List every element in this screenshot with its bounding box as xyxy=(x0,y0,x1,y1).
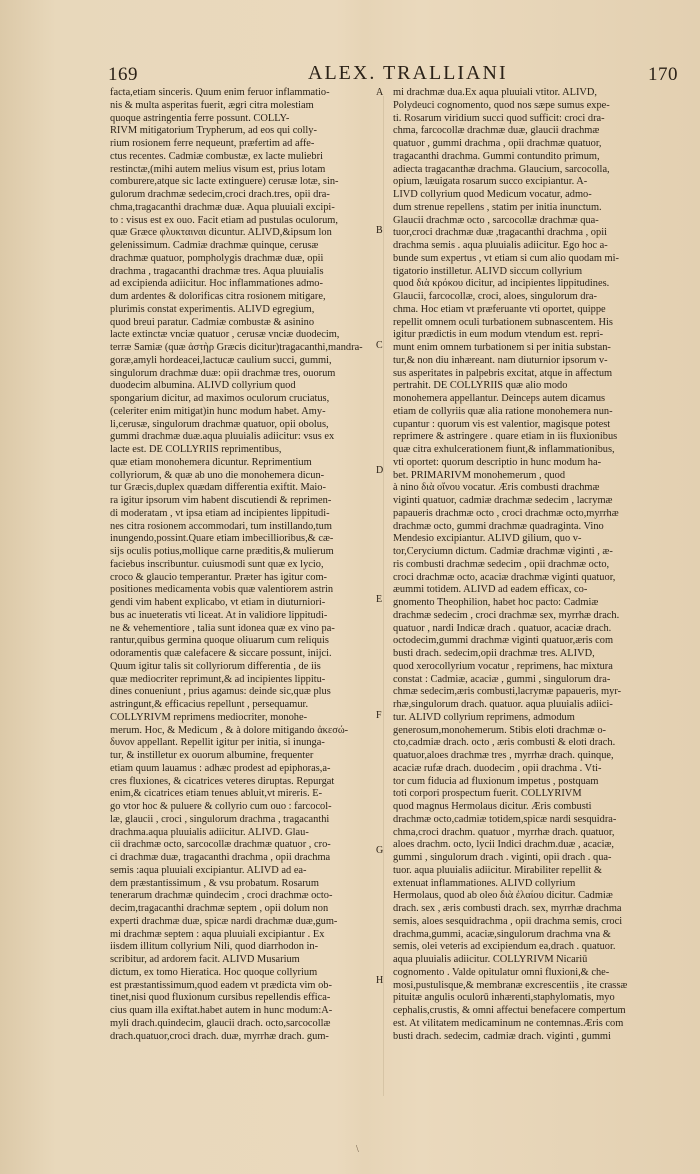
text-line: δυνον appellant. Repellit igitur per initia, si inunga- xyxy=(110,737,325,749)
text-line: duodecim albumina. ALIVD collyrium quod xyxy=(110,380,296,392)
text-line: dum strenue repellens , statim per initia inunctum. xyxy=(393,201,602,213)
text-line: restinctæ,(mihi autem melius visum est, prius lotam xyxy=(110,163,326,175)
text-line: dum ardentes & dolorificas citra rosionem mitigare, xyxy=(110,291,326,302)
text-line: quatuor , nardi Indicæ drach . quatuor, acaciæ drach. xyxy=(393,622,612,634)
text-line: astringunt,& efficacius repellunt , persequamur. xyxy=(110,699,309,710)
margin-marker: H xyxy=(376,975,384,986)
text-line: adiecta tragacanthæ drachma. Glaucium, sarcocolla, xyxy=(393,163,610,175)
text-line: di moderatam , vt ipsa etiam ad incipientes lippitudi- xyxy=(110,507,330,519)
column-gutter xyxy=(383,96,384,1096)
text-line: quod breui paratur. Cadmiæ combustæ & asinino xyxy=(110,316,315,328)
text-line: inungendo,possint.Quare etiam imbecillioribus,& cæ- xyxy=(110,533,334,545)
text-line: pituitæ angulis oculorū inhærenti,staphylomatis, myo xyxy=(393,992,615,1004)
text-line: li,cerusæ, singulorum drachmæ quatuor, opii obolus, xyxy=(110,418,329,430)
text-line: tenerarum drachmæ quindecim , croci drachmæ octo- xyxy=(110,890,333,902)
text-line: LIVD collyrium quod Medicum vocatur, admo- xyxy=(393,189,592,200)
text-line: chma. Hoc etiam vt præferuante vti oportet, quippe xyxy=(393,303,606,315)
text-line: ris combusti drachmæ sedecim , opii drachmæ octo, xyxy=(393,558,610,570)
text-line: quod διὰ κρόκου dicitur, ad incipientes lippitudines. xyxy=(393,278,610,290)
text-line: opium, læuigata rosarum succo excipiantur. A- xyxy=(393,176,588,188)
margin-marker: A xyxy=(376,87,384,98)
page-number-right: 170 xyxy=(648,64,678,85)
text-line: rium rosionem ferre nequeunt, præfertim ad affe- xyxy=(110,138,315,149)
text-line: gnomento Theophilion, habet hoc pacto: Cadmiæ xyxy=(393,597,599,608)
text-line: drachma,gummi, acaciæ,singulorum drachma vna & xyxy=(393,928,611,940)
text-line: à nino διὰ οἴνου vocatur. Æris combusti drachmæ xyxy=(393,482,600,494)
text-line: merum. Hoc, & Medicum , & à dolore mitigando ἀκεσώ- xyxy=(110,724,349,736)
text-line: rhæ,singulorum drach. quatuor. aqua pluuialis adiici- xyxy=(393,699,613,710)
text-line: est. At vilitatem medicaminum ne contemnas.Æris com xyxy=(393,1017,624,1029)
text-line: ctus recentes. Cadmiæ combustæ, ex lacte muliebri xyxy=(110,150,323,162)
text-line: tur. ALIVD collyrium reprimens, admodum xyxy=(393,711,575,723)
text-line: to : visus est ex ouo. Facit etiam ad pustulas oculorum, xyxy=(110,214,338,226)
text-line: ne & vehementiore , talia sunt idonea quæ ex vino pa- xyxy=(110,622,335,634)
text-line: Polydeuci cognomento, quod nos sæpe sumus expe- xyxy=(393,99,610,111)
text-line: constat : Cadmiæ, acaciæ , gummi , singulorum dra- xyxy=(393,673,611,685)
text-line: æummi totidem. ALIVD ad eadem efficax, co- xyxy=(393,584,588,596)
text-line: sus asperitates in palpebris excitat, atque in affectum xyxy=(393,367,613,379)
text-line: sijs oculis potius,mollique carne præditis,& mulierum xyxy=(110,546,334,557)
text-line: chmæ sedecim,æris combusti,lacrymæ papaueris, myr- xyxy=(393,686,622,698)
text-line: dem præstantissimum , & vsu probatum. Rosarum xyxy=(110,877,319,889)
text-line: tuor,croci drachmæ duæ ,tragacanthi drachma , opii xyxy=(393,227,607,239)
text-line: tuor. aqua pluuialis adiicitur. Mirabiliter repellit & xyxy=(393,864,602,876)
text-line: quæ citra exhulcerationem fiunt,& inflammationibus, xyxy=(393,444,615,455)
text-line: experti drachmæ duæ, spicæ nardi drachmæ duæ,gum- xyxy=(110,915,338,927)
text-line: læ, glaucii , croci , singulorum drachma , tragacanthi xyxy=(110,813,330,825)
margin-marker: F xyxy=(376,710,382,721)
text-line: dictum, ex tomo Hieratica. Hoc quoque collyrium xyxy=(110,966,318,978)
text-line: collyriorum, & quæ ab uno die monohemera dicun- xyxy=(110,469,325,481)
text-line: lacte est. DE COLLYRIIS reprimentibus, xyxy=(110,444,282,455)
margin-marker: D xyxy=(376,465,384,476)
text-line: aqua pluuialis adiicitur. COLLYRIVM Nicariū xyxy=(393,954,588,965)
text-line: gummi , singulorum drach . viginti, opii drach . qua- xyxy=(393,852,612,863)
text-line: singulorum drachmæ duæ: opii drachmæ tres, ouorum xyxy=(110,367,336,379)
text-line: drachmæ octo, gummi drachmæ quadraginta. Vino xyxy=(393,520,604,532)
text-line: cto,cadmiæ drach. octo , æris combusti & eloti drach. xyxy=(393,737,616,749)
text-line: go vtor hoc & puluere & collyrio cum ouo : farcocol- xyxy=(110,801,332,812)
text-line: mi drachmæ dua.Ex aqua pluuiali vtitor. ALIVD, xyxy=(393,87,598,98)
text-line: tur Græcis,duplex quædam differentia exiftit. Maio- xyxy=(110,482,326,494)
text-line: est præstantissimum,quod eadem vt prædicta vim ob- xyxy=(110,979,332,991)
text-line: decim,tragacanthi drachmæ septem , opii dolum non xyxy=(110,903,329,914)
text-line: chma, farcocollæ drachmæ duæ, glaucii drachmæ xyxy=(393,125,600,137)
text-line: bet. PRIMARIVM monohemerum , quod xyxy=(393,469,566,481)
text-line: drachmæ quatuor, pompholygis drachmæ duæ, opii xyxy=(110,252,324,264)
text-line: Mendesio excipiantur. ALIVD gilium, quo v- xyxy=(393,533,582,545)
text-line: tragacanthi drachma. Gummi contundito primum, xyxy=(393,150,600,162)
text-line: drachmæ sedecim , croci drachmæ sex, myrrhæ drach. xyxy=(393,609,620,621)
margin-marker: C xyxy=(376,340,383,351)
text-line: croci drachmæ octo, acaciæ drachmæ viginti quatuor, xyxy=(393,571,616,583)
text-line: tinet,nisi quod fluxionum cursibus repellendis effica- xyxy=(110,992,331,1004)
text-line: (celeriter enim mitigat)in hunc modum habet. Amy- xyxy=(110,405,326,417)
text-line: busti drach. sedecim, cadmiæ drach. viginti , gummi xyxy=(393,1030,611,1042)
text-line: tur, & instilletur ex ouorum albumine, frequenter xyxy=(110,750,314,761)
text-line: toti corpori prospectum fuerit. COLLYRIVM xyxy=(393,788,582,800)
text-line: viginti quatuor, cadmiæ drachmæ sedecim , lacrymæ xyxy=(393,495,613,506)
text-line: gelenissimum. Cadmiæ drachmæ quinque, cerusæ xyxy=(110,240,319,251)
text-line: myli drach.quindecim, glaucii drach. octo,sarcocollæ xyxy=(110,1017,331,1029)
text-line: tur,& non diu inhæreant. nam diuturnior ipsorum v- xyxy=(393,354,608,366)
right-text-column xyxy=(393,87,683,1043)
text-line: gendi vim habent explicabo, vt etiam in diuturniori- xyxy=(110,597,326,608)
text-line: iisdem illitum collyrium Nili, quod diarrhodon in- xyxy=(110,941,319,953)
text-line: drach.quatuor,croci drach. duæ, myrrhæ drach. gum- xyxy=(110,1030,329,1042)
text-line: tor cum fiducia ad fluxionum impetus , postquam xyxy=(393,775,599,787)
text-line: Glaucii, farcocollæ, croci, aloes, singulorum dra- xyxy=(393,291,597,302)
text-line: quod magnus Hermolaus dicitur. Æris combusti xyxy=(393,801,592,812)
running-title: ALEX. TRALLIANI xyxy=(308,62,508,84)
text-line: croco & glaucio temperantur. Præter has igitur com- xyxy=(110,571,327,583)
text-line: drach. sex , æris combusti drach. sex, myrrhæ drachma xyxy=(393,903,622,914)
text-line: COLLYRIVM reprimens mediocriter, monohe- xyxy=(110,711,308,723)
text-line: facta,etiam sinceris. Quum enim feruor inflammatio- xyxy=(110,87,330,98)
text-line: gummi drachmæ duæ.aqua pluuialis adiicitur: vsus ex xyxy=(110,431,335,443)
text-line: semis, aloes sesquidrachma , opii drachma semis, croci xyxy=(393,915,623,927)
text-line: quoque astringentia ferre possunt. COLLY- xyxy=(110,112,290,124)
running-header xyxy=(108,62,678,84)
text-line: plurimis constat experimentis. ALIVD egregium, xyxy=(110,303,315,315)
text-line: goræ,amyli hordeacei,lactucæ caulium succi, gummi, xyxy=(110,354,332,366)
text-line: generosum,monohemerum. Stibis eloti drachmæ o- xyxy=(393,724,606,736)
text-line: ra igitur ipsorum vim habent discutiendi & reprimen- xyxy=(110,495,332,506)
left-text-column xyxy=(110,87,372,1043)
text-line: monohemera appellantur. Deinceps autem dicamus xyxy=(393,393,606,404)
text-line: semis :aqua pluuiali excipiantur. ALIVD ad ea- xyxy=(110,864,307,876)
text-line: rantur,quibus germina quoque oliuarum cum reliquis xyxy=(110,635,329,647)
text-line: quæ etiam monohemera dicuntur. Reprimentium xyxy=(110,456,312,468)
text-line: reprimere & astringere . quare etiam in iis fluxionibus xyxy=(393,431,618,443)
text-line: drachmæ octo,cadmiæ totidem,spicæ nardi sesquidra- xyxy=(393,813,617,825)
text-line: quæ mediocriter reprimunt,& ad incipientes lippitu- xyxy=(110,673,326,685)
text-line: nes citra rosionem accommodari, tum instillando,tum xyxy=(110,520,332,532)
text-line: aloes drachm. octo, lycii Indici drachm.duæ , acaciæ, xyxy=(393,839,615,851)
text-line: igitur prædictis in eum modum vtendum est. repri- xyxy=(393,329,604,341)
text-line: cupantur : quorum vis est valentior, magisque potest xyxy=(393,418,611,430)
text-line: spongarium dicitur, ad maximos oculorum cruciatus, xyxy=(110,393,330,404)
text-line: cres fluxiones, & cicatrices veteres diruptas. Repurgat xyxy=(110,775,335,787)
text-line: drachma semis . aqua pluuialis adiicitur. Ego hoc a- xyxy=(393,240,608,251)
text-line: positiones medicamenta vobis quæ valentiorem astrin xyxy=(110,584,334,596)
text-line: drachma.aqua pluuialis adiicitur. ALIVD. Glau- xyxy=(110,826,309,838)
text-line: faciebus inscribuntur. cuiusmodi sunt quæ ex lycio, xyxy=(110,558,324,570)
text-line: cognomento . Valde opitulatur omni fluxioni,& che- xyxy=(393,966,610,978)
text-line: scribitur, ad ardorem facit. ALIVD Musarium xyxy=(110,954,300,965)
text-line: mosi,pustulisque,& membranæ excrescentiis , ite crassæ xyxy=(393,979,628,991)
text-line: quatuor,aloes drachmæ tres , myrrhæ drach. quinque, xyxy=(393,750,614,761)
margin-marker: B xyxy=(376,225,383,236)
footer-mark: \ xyxy=(356,1144,359,1155)
text-line: nis & multa asperitas fuerit, ægri citra molestiam xyxy=(110,99,314,111)
text-line: comburere,atque sic lacte extinguere) cerusæ lotæ, sin- xyxy=(110,176,339,188)
text-line: semis, olei veteris ad excipiendum ea,drach . quatuor. xyxy=(393,941,616,953)
page-number-left: 169 xyxy=(108,64,138,85)
text-line: enim,& cicatrices etiam tenues abluit,vt mireris. E- xyxy=(110,788,323,800)
text-line: lacte extinctæ vnciæ quatuor , cerusæ vnciæ duodecim, xyxy=(110,329,340,341)
text-line: chma,tragacanthi drachmæ duæ. Aqua pluuiali excipi- xyxy=(110,201,335,213)
text-line: RIVM mitigatorium Trypherum, ad eos qui colly- xyxy=(110,125,317,137)
text-line: vti oportet: quorum descriptio in hunc modum ha- xyxy=(393,456,602,468)
text-line: dines conueniunt , prius agamus: deinde sic,quæ plus xyxy=(110,686,331,698)
text-line: ti. Rosarum viridium succi quod sufficit: croci dra- xyxy=(393,112,605,124)
text-line: octodecim,gummi drachmæ viginti quatuor,æris com xyxy=(393,635,614,647)
text-line: drachma , tragacanthi drachmæ tres. Aqua pluuialis xyxy=(110,265,324,277)
text-line: odoramentis quæ calefacere & siccare possunt, inijci. xyxy=(110,648,332,659)
text-line: gulorum drachmæ sedecim,croci drach.tres, opii dra- xyxy=(110,189,330,200)
text-line: busti drach. sedecim,opii drachmæ tres. ALIVD, xyxy=(393,648,595,659)
text-line: quod xerocollyrium vocatur , reprimens, hac mixtura xyxy=(393,660,613,672)
margin-marker: E xyxy=(376,594,383,605)
text-line: bus ac inueteratis vti liceat. At in validiore lippitudi- xyxy=(110,609,328,621)
text-line: etiam quum lauamus : adhæc prodest ad epiphoras,a- xyxy=(110,762,331,774)
text-line: pertrahit. DE COLLYRIIS quæ alio modo xyxy=(393,380,568,392)
text-line: mi drachmæ septem : aqua pluuiali excipiantur . Ex xyxy=(110,928,325,940)
text-line: extenuat inflammationes. ALIVD collyrium xyxy=(393,877,576,889)
text-line: acaciæ rufæ drach. duodecim , opii drachma . Vti- xyxy=(393,762,602,774)
text-line: cii drachmæ octo, sarcocollæ drachmæ quatuor , cro- xyxy=(110,839,331,851)
text-line: ci drachmæ duæ, tragacanthi drachma , opii drachma xyxy=(110,852,331,863)
margin-marker: G xyxy=(376,845,384,856)
text-line: etiam de collyriis quæ alia ratione monohemera nun- xyxy=(393,405,613,417)
text-line: quatuor , gummi drachma , opii drachmæ quatuor, xyxy=(393,138,602,149)
text-line: chma,croci drachm. quatuor , myrrhæ drach. quatuor, xyxy=(393,826,615,838)
text-line: cephalis,crustis, & omni affectui benefacere compertum xyxy=(393,1005,626,1016)
text-line: bunde sum expertus , vt etiam si cum alio quodam mi- xyxy=(393,252,619,264)
text-line: terræ Samiæ (quæ ἀστὴρ Græcis dicitur)tragacanthi,mandra- xyxy=(110,342,363,353)
text-line: Glaucii drachmæ octo , sarcocollæ drachmæ qua- xyxy=(393,214,599,226)
text-line: cius quam illa exiftat.habet autem in hunc modum:A- xyxy=(110,1005,333,1016)
text-line: Quum igitur talis sit collyriorum differentia , de iis xyxy=(110,660,321,672)
text-line: tigatorio instilletur. ALIVD siccum collyrium xyxy=(393,265,583,277)
text-line: papaueris drachmæ octo , croci drachmæ octo,myrrhæ xyxy=(393,507,619,519)
text-line: tor,Ceryciumn dictum. Cadmiæ drachmæ viginti , æ- xyxy=(393,546,613,557)
text-line: munt enim omnem turbationem si per initia substan- xyxy=(393,342,611,353)
text-line: quæ Græce φλυκταιναι dicuntur. ALIVD,&ipsum lon xyxy=(110,227,332,239)
text-line: Hermolaus, quod ab oleo διὰ ἐλαίου dicitur. Cadmiæ xyxy=(393,890,613,902)
text-line: ad excipienda adiicitur. Hoc inflammationes admo- xyxy=(110,278,323,290)
text-line: repellit omnem oculi turbationem subnascentem. His xyxy=(393,316,613,328)
